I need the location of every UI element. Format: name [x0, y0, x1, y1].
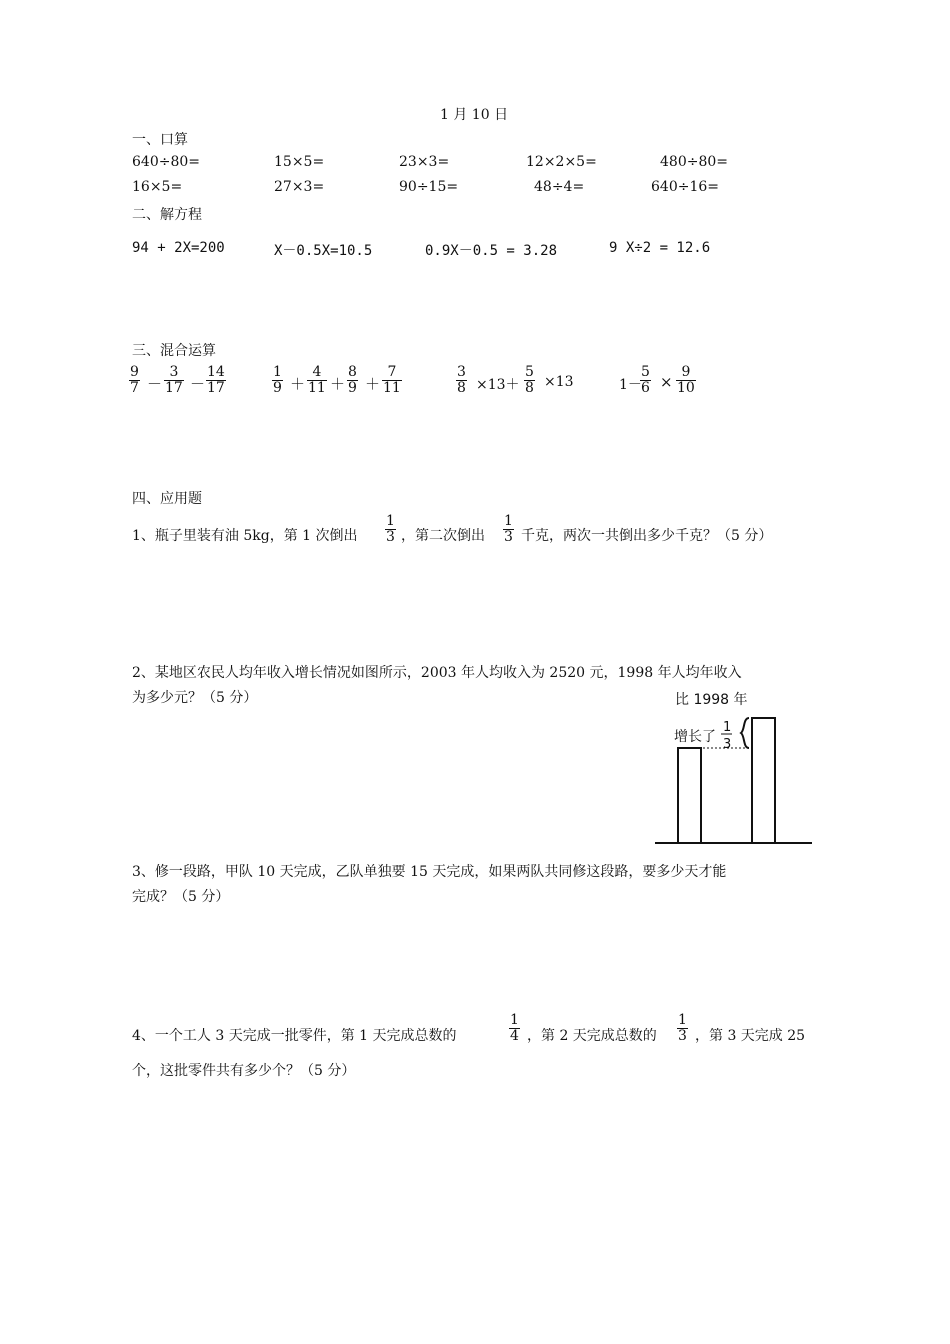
operator: ×13＋	[476, 377, 520, 393]
problem-text: 1、瓶子里装有油 5kg，第 1 次倒出	[132, 528, 358, 544]
bar-2003	[752, 718, 775, 843]
problem-text: 为多少元？（5 分）	[132, 690, 258, 706]
operator: 1－	[619, 377, 642, 393]
oral-item: 16×5=	[132, 179, 183, 195]
diagram-label-top: 比 1998 年	[675, 692, 748, 708]
oral-item: 15×5=	[274, 154, 325, 170]
fraction: 1 3	[386, 513, 395, 545]
problem-text: 完成？（5 分）	[132, 889, 230, 905]
fraction: 14 17	[207, 364, 225, 396]
operator: ×	[660, 373, 673, 391]
oral-item: 12×2×5=	[526, 154, 597, 170]
problem-text: 2、某地区农民人均年收入增长情况如图所示，2003 年人均收入为 2520 元，1998 年人均年收入	[132, 665, 742, 681]
problem-text: 3、修一段路，甲队 10 天完成，乙队单独要 15 天完成，如果两队共同修这段路，要多少天才能	[132, 864, 727, 880]
fraction: 1 3	[678, 1012, 687, 1044]
section-equations-heading: 二、解方程	[132, 207, 202, 223]
equation: 0.9X－0.5 = 3.28	[425, 243, 558, 259]
fraction: 1 4	[510, 1012, 519, 1044]
equation: 94 + 2X=200	[132, 240, 225, 256]
oral-item: 480÷80=	[660, 154, 728, 170]
fraction: 7 11	[383, 364, 401, 396]
fraction: 8 9	[348, 364, 357, 396]
problem-text: ，第 3 天完成 25	[695, 1028, 806, 1044]
oral-item: 48÷4=	[534, 179, 585, 195]
fraction: 3 8	[457, 364, 466, 396]
diagram-frac-num: 1	[723, 720, 732, 735]
equation: 9 X÷2 = 12.6	[609, 240, 711, 256]
income-growth-diagram	[650, 684, 820, 850]
page-title: 1 月 10 日	[440, 107, 509, 123]
diagram-frac-den: 3	[723, 737, 732, 752]
operator: ＋	[290, 375, 306, 393]
diagram-label-growth: 增长了	[674, 729, 716, 745]
bar-1998	[678, 748, 701, 843]
problem-text: ，第二次倒出	[401, 528, 485, 544]
oral-item: 90÷15=	[399, 179, 459, 195]
operator: －	[190, 375, 206, 393]
section-mixed-heading: 三、混合运算	[132, 343, 216, 359]
section-oral-heading: 一、口算	[132, 132, 188, 148]
oral-item: 27×3=	[274, 179, 325, 195]
fraction: 1 3	[504, 513, 513, 545]
problem-text: 4、一个工人 3 天完成一批零件，第 1 天完成总数的	[132, 1028, 457, 1044]
brace-icon	[741, 718, 749, 748]
fraction: 3 17	[165, 364, 183, 396]
fraction: 9 10	[677, 364, 695, 396]
problem-text: 千克，两次一共倒出多少千克？（5 分）	[521, 528, 773, 544]
oral-item: 640÷16=	[651, 179, 719, 195]
oral-item: 640÷80=	[132, 154, 200, 170]
fraction: 5 6	[641, 364, 650, 396]
problem-text: 个，这批零件共有多少个？（5 分）	[132, 1063, 356, 1079]
operator: －	[147, 375, 163, 393]
operator: ＋	[330, 375, 346, 393]
operator: ×13	[544, 374, 574, 390]
fraction: 4 11	[308, 364, 326, 396]
fraction: 1 9	[273, 364, 282, 396]
problem-text: ，第 2 天完成总数的	[527, 1028, 657, 1044]
equation: X－0.5X=10.5	[274, 243, 373, 259]
oral-item: 23×3=	[399, 154, 450, 170]
fraction: 9 7	[130, 364, 139, 396]
operator: ＋	[365, 375, 381, 393]
section-word-problems-heading: 四、应用题	[132, 491, 202, 507]
fraction: 5 8	[525, 364, 534, 396]
